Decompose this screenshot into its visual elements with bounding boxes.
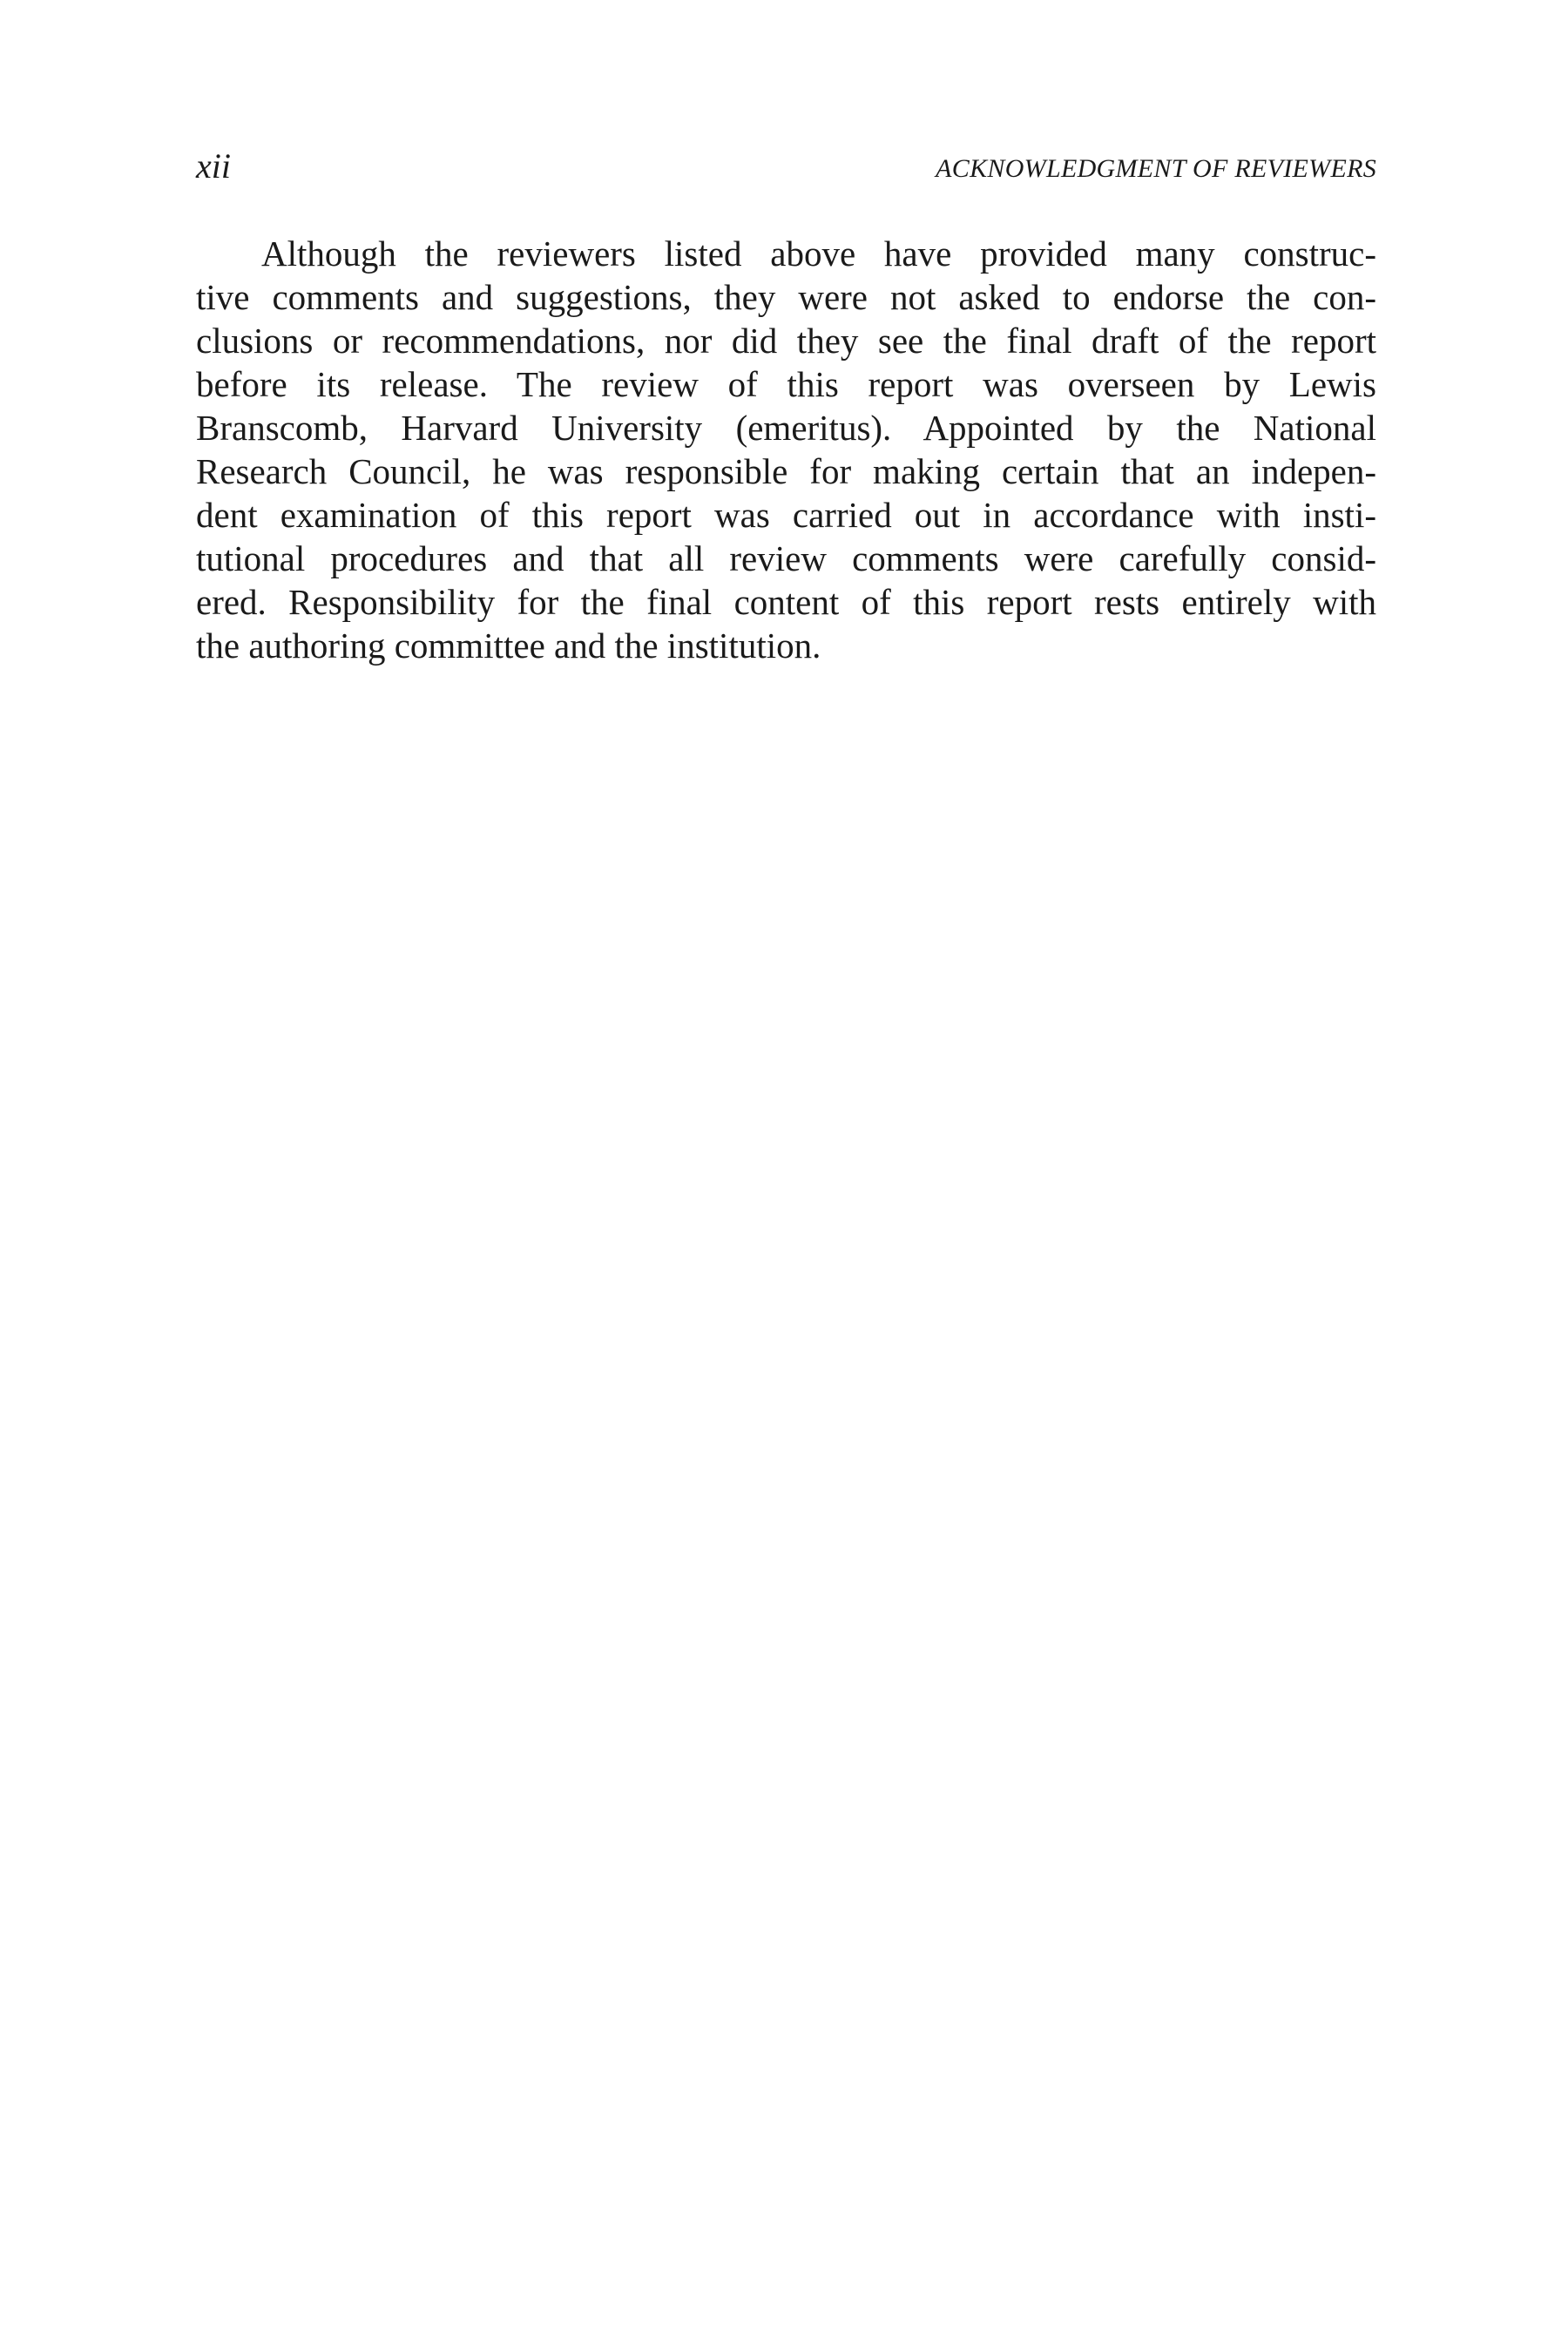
paragraph-line: dent examination of this report was carried out in accordance with insti- <box>196 495 1376 535</box>
paragraph-line: Research Council, he was responsible for making certain that an indepen- <box>196 451 1376 491</box>
section-title: ACKNOWLEDGMENT OF REVIEWERS <box>936 154 1376 183</box>
paragraph-line: tutional procedures and that all review comments were carefully consid- <box>196 538 1376 578</box>
paragraph-line: ered. Responsibility for the final content of this report rests entirely with <box>196 582 1376 622</box>
paragraph-line: before its release. The review of this report was overseen by Lewis <box>196 364 1376 404</box>
paragraph-line: clusions or recommendations, nor did they see the final draft of the report <box>196 321 1376 361</box>
paragraph-line: the authoring committee and the institution. <box>196 625 821 666</box>
page-number: xii <box>196 146 231 186</box>
body-paragraph <box>196 232 1376 667</box>
paragraph-line: tive comments and suggestions, they were not asked to endorse the con- <box>196 277 1376 317</box>
paragraph-line: Although the reviewers listed above have provided many construc- <box>261 233 1376 274</box>
paragraph-line: Branscomb, Harvard University (emeritus). Appointed by the National <box>196 408 1376 448</box>
running-head <box>196 145 1376 188</box>
